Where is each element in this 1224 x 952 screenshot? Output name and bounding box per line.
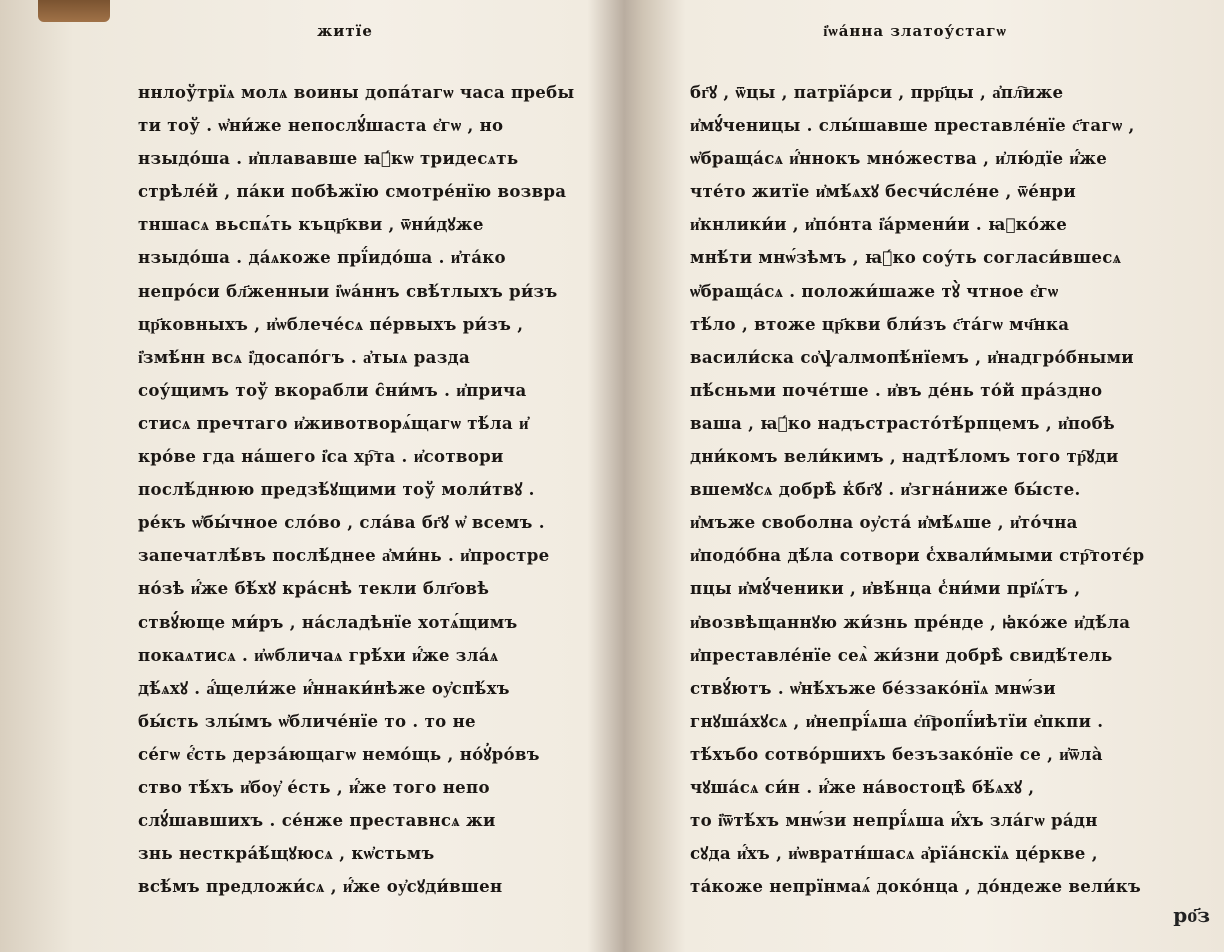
text-line: ре́къ ѡ҆бы́чное сло́во , сла́ва бг҃ꙋ ѡ҆ всемъ . — [138, 512, 545, 533]
text-line: ство тѣ́хъ и҆боу҆ е́сть , и҆́же того непо — [138, 776, 490, 797]
text-line: нзыдо́ша . и҆плававше ꙗ҆́кѡ тридесѧть — [138, 148, 519, 169]
text-line: та́коже непрїнмаѧ́ доко́нца , до́ндеже вели́къ — [690, 876, 1142, 897]
text-line: ти тоў . ѡ҆ни́же непослꙋ́шаста є҆гѡ , но — [138, 115, 504, 136]
text-line: і҆змѣ́нн всѧ і҆досапо́гъ . а҆тыѧ разда — [138, 346, 471, 367]
text-line: ствꙋ́ютъ . ѡ҆нѣ́хъже бе́ззако́нїѧ мнѡ́зи — [690, 677, 1056, 698]
text-line: и҆преставле́нїе сеѧ̀ жи́зни добрѣ̀ свидѣ́тель — [690, 644, 1113, 665]
text-line: ѡ҆браща́сѧ и҆́ннокъ мно́жества , и҆лю́дїе и҆́же — [690, 148, 1108, 169]
text-line: цр҃ковныхъ , и҆ѡблече́сѧ пе́рвыхъ ри́зъ , — [138, 313, 524, 334]
text-line: дни́комъ вели́кимъ , надтѣ́ломъ того тр҇ꙋди — [690, 446, 1119, 467]
text-line: стисѧ пречтаго и҆животворѧ́щагѡ тѣ́ла и҆ — [138, 412, 529, 433]
folio-number: ро҃з — [1173, 903, 1210, 927]
text-line: ствꙋ́юще ми́ръ , на́сладѣнїе хотѧ́щимъ — [138, 611, 518, 632]
text-line: ваша , ꙗ҆́ко надъстрасто́тѣ́рпцемъ , и҆побѣ — [690, 412, 1115, 433]
text-line: слꙋ́шавшихъ . се́нже преставнсѧ жи — [138, 810, 496, 831]
text-line: покаѧтисѧ . и҆ѡбличаѧ грѣ́хи и҆́же зла́ѧ — [138, 644, 499, 665]
page-tab-marker — [38, 0, 110, 22]
right-running-head: і҆ѡа́нна златоу́стагѡ — [823, 22, 1007, 40]
text-line: нзыдо́ша . да́ѧкоже прї́идо́ша . и҆та́ко — [138, 247, 506, 268]
text-line: тѣ́ло , втоже цр҃кви бли́зъ с҃та́гѡ мч҃нка — [690, 313, 1070, 334]
text-line: запечатлѣ́въ послѣ́днее а҆ми́нь . и҆простре — [138, 545, 550, 566]
text-line: се́гѡ є҆́сть дерза́ющагѡ немо́щь , но́ꙋ҆ро́въ — [138, 743, 540, 764]
text-line: и҆кнлики́и , и҆по́нта і҆а́рмени́и . ꙗ҆ко́же — [690, 214, 1068, 235]
text-line: бг҃ꙋ , ѿцы , патрїа́рси , прр҃цы , а҆пл҇иже — [690, 82, 1064, 102]
text-line: чꙋша́сѧ си́н . и҆́же на́востоцѣ̀ бѣ́ѧхꙋ , — [690, 776, 1035, 797]
left-text-block — [138, 76, 583, 903]
text-line: знь несткра́ѣ́щꙋюсѧ , кѡ҆стьмъ — [138, 843, 435, 864]
right-text-block — [690, 76, 1145, 903]
text-line: послѣ́днюю предзѣ́ꙋщими тоў моли́твꙋ . — [138, 479, 535, 500]
text-line: мнѣ́ти мнѡ́зѣмъ , ꙗ҆́ко соу́ть согласи́вшесѧ — [690, 247, 1122, 268]
text-line: и҆мъже своболна оу҆ста́ и҆мѣ́ѧше , и҆то́чна — [690, 512, 1078, 533]
text-line: но́зѣ и҆́же бѣ́хꙋ кра́снѣ текли блг҃овѣ — [138, 578, 490, 599]
text-line: чте́то житїе и҆мѣ́ѧхꙋ бесчи́сле́не , ѿе́нри — [690, 181, 1077, 202]
text-line: тншасѧ вьспѧ́ть къцр҃кви , ѿни́дꙋже — [138, 214, 484, 235]
text-line: ѡ҆браща́сѧ . положи́шаже тꙋ̀ чтное є҆гѡ — [690, 280, 1059, 301]
right-page — [680, 0, 1150, 952]
text-line: кро́ве гда на́шего і҆са хр҇та . и҆сотвори — [138, 446, 504, 467]
text-line: ннлоўтрїѧ молѧ воины допа́тагѡ часа пребы — [138, 82, 575, 102]
text-line: то і҆ѿтѣ́хъ мнѡ́зи непрї́ѧша и҆́хъ зла́гѡ ра́дн — [690, 810, 1098, 831]
text-line: пѣ́сньми поче́тше . и҆въ де́нь то́й пра́здно — [690, 379, 1103, 400]
text-line: пцы и҆мꙋ́ченики , и҆вѣ́нца с̾ни́ми прї҆ѧ́тъ , — [690, 578, 1081, 599]
text-line: гнꙋша́хꙋсѧ , и҆непрї́ѧша є҆п҇ропї́иѣтїи е҆пкпи . — [690, 710, 1104, 731]
text-line: и҆подо́бна дѣ́ла сотвори с̾хвали́мыми стр҇тотє́р — [690, 545, 1145, 566]
text-line: сꙋда и҆́хъ , и҆ѡвратн́шасѧ а҆рїа́нскїѧ це́ркве , — [690, 843, 1098, 864]
text-line: всѣ́мъ предложи́сѧ , и҆́же оу҆сꙋди́вшен — [138, 876, 503, 897]
text-line: вшемꙋсѧ добрѣ̀ к̾бг҃ꙋ . и҆згна́ниже бы́сте. — [690, 479, 1081, 500]
text-line: стрѣле́й , па́ки побѣжїю смотре́нїю возвра — [138, 181, 567, 202]
text-line: соу́щимъ тоў вкорабли с̑ни́мъ . и҆прича — [138, 379, 527, 400]
left-running-head: житїе — [317, 22, 373, 40]
text-line: и҆возвѣщаннꙋю жи́знь пре́нде , ꙗ҆ко́же и҆дѣ́ла — [690, 611, 1131, 632]
text-line: бы́сть злы́мъ ѡ҆бличе́нїе то . то не — [138, 710, 476, 731]
text-line: тѣ́хъбо сотво́ршихъ безъзако́нїе се , и҆ѿла̀ — [690, 743, 1103, 764]
text-line: васили́ска со҆ѱалмопѣ́нїемъ , и҆надгро́бными — [690, 346, 1134, 367]
text-line: дѣ́ѧхꙋ . а҆́щели́же и҆́ннаки́нѣже оу҆спѣ́хъ — [138, 677, 510, 698]
left-page — [120, 0, 590, 952]
text-line: и҆мꙋ́ченицы . слы́шавше преставле́нїе с҃тагѡ , — [690, 115, 1135, 136]
text-line: непро́си бл҃женныи і҆ѡа́ннъ свѣ́тлыхъ ри́зъ — [138, 280, 558, 301]
